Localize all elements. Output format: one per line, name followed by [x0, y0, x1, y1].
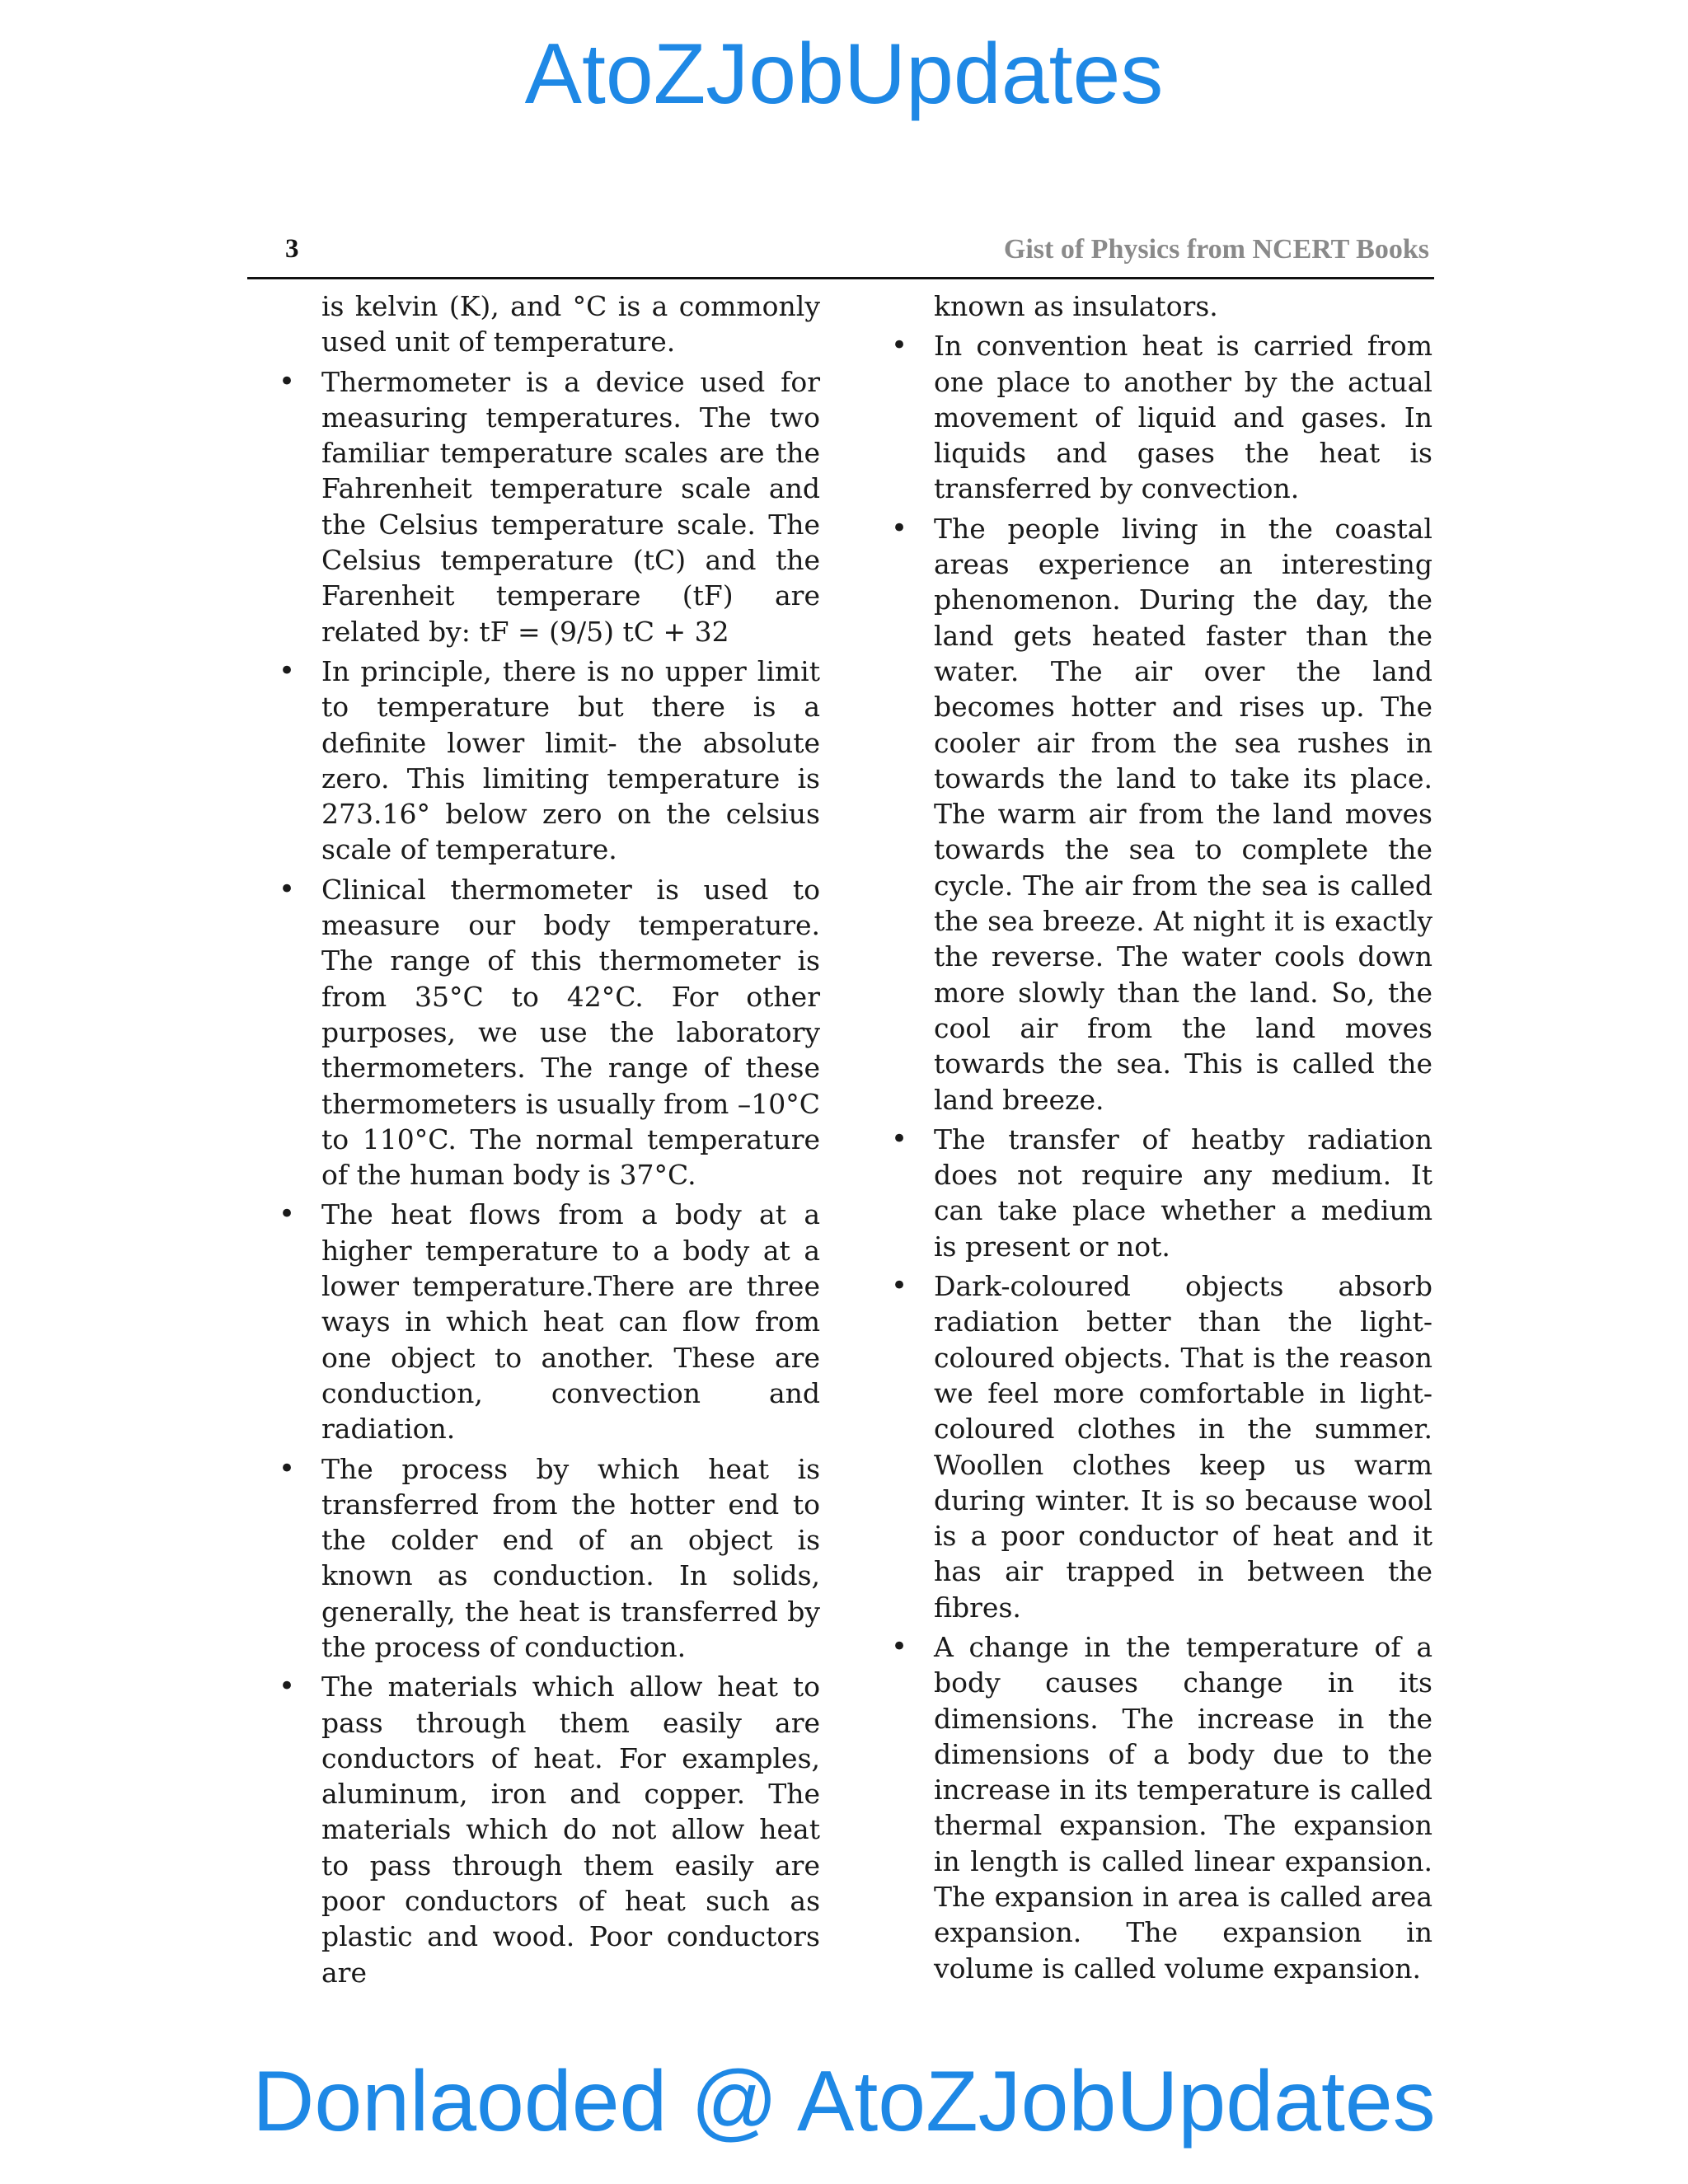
bullet-convection: • In convention heat is carried from one place to another by the actual movement of liquid and gases. In liquids and gases the heat is transferred by convection. [934, 328, 1432, 506]
bullet-absolute-zero: • In principle, there is no upper limit to temperature but there is a definite lower limit- the absolute zero. This limiting temperature is 273.16° below zero on the celsius scale of temperature. [321, 654, 820, 868]
bullet-radiation: • The transfer of heatby radiation does not require any medium. It can take place whether a medium is present or not. [934, 1122, 1432, 1264]
right-column [934, 288, 1432, 1990]
continuation-paragraph: is kelvin (K), and °C is a commonly used unit of temperature. [321, 290, 820, 359]
watermark-bottom: Donlaoded @ AtoZJobUpdates [252, 2054, 1436, 2149]
bullet-clinical-thermometer: • Clinical thermometer is used to measure our body temperature. The range of this thermometer is from 35°C to 42°C. For other purposes, we use the laboratory thermometers. The range of these thermometers is usually from –10°C to 110°C. The normal temperature of the human body is 37°C. [321, 872, 820, 1193]
bullet-heat-flow: • The heat flows from a body at a higher temperature to a body at a lower temperature.There are three ways in which heat can flow from one object to another. These are conduction, convection and radiation. [321, 1197, 820, 1446]
page-number: 3 [285, 234, 299, 264]
left-column [321, 288, 820, 1994]
watermark-top: AtoZJobUpdates [524, 26, 1164, 122]
page-header [247, 231, 1434, 279]
bullet-conduction: • The process by which heat is transferred from the hotter end to the colder end of an object is known as conduction. In solids, generally, the heat is transferred by the process of conduction. [321, 1451, 820, 1666]
bullet-sea-land-breeze: • The people living in the coastal areas experience an interesting phenomenon. During the day, the land gets heated faster than the water. The air over the land becomes hotter and rises up. The cooler air from the sea rushes in towards the land to take its place. The warm air from the land moves towards the sea to complete the cycle. The air from the sea is called the sea breeze. At night it is exactly the reverse. The water cools down more slowly than the land. So, the cool air from the land moves towards the sea. This is called the land breeze. [934, 511, 1432, 1118]
running-title: Gist of Physics from NCERT Books [1003, 234, 1429, 265]
bullet-thermal-expansion: • A change in the temperature of a body causes change in its dimensions. The increase in the dimensions of a body due to the increase in its temperature is called thermal expansion. The expansion in length is called linear expansion. The expansion in area is called area expansion. The expansion in volume is called volume expansion. [934, 1629, 1432, 1986]
bullet-conductors: • The materials which allow heat to pass through them easily are conductors of heat. For examples, aluminum, iron and copper. The materials which do not allow heat to pass through them easily are poor conductors of heat such as plastic and wood. Poor conductors are [321, 1669, 820, 1990]
bullet-dark-objects: • Dark-coloured objects absorb radiation better than the light-coloured objects. That is the reason we feel more comfortable in light-coloured clothes in the summer. Woollen clothes keep us warm during winter. It is so because wool is a poor conductor of heat and it has air trapped in between the fibres. [934, 1268, 1432, 1625]
bullet-thermometer: • Thermometer is a device used for measuring temperatures. The two familiar temperature scales are the Fahrenheit temperature scale and the Celsius temperature scale. The Celsius temperature (tC) and the Farenheit temperare (tF) are related by: tF = (9/5) tC + 32 [321, 364, 820, 649]
continuation-paragraph: known as insulators. [934, 290, 1218, 322]
